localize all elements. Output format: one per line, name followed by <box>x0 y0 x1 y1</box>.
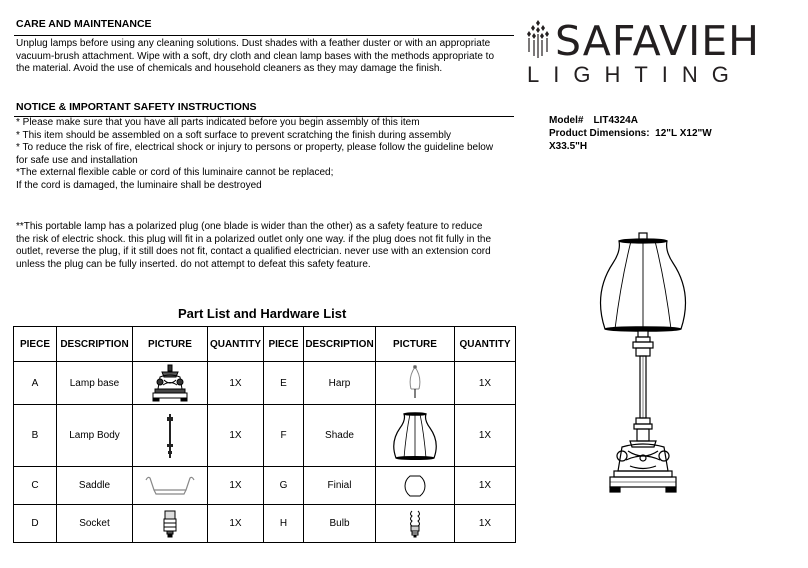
logo-wordmark: SAFAVIEH <box>555 17 760 65</box>
plug-line: outlet, reverse the plug, if it still does not fit, contact a qualified electrician. never use with an extension cord <box>16 246 491 257</box>
lamp-base-icon <box>150 364 190 402</box>
piece-cell: H <box>264 505 304 543</box>
chandelier-mark-icon <box>525 20 551 60</box>
picture-cell <box>376 405 455 467</box>
description-cell: Lamp base <box>57 362 133 405</box>
picture-cell <box>133 505 208 543</box>
part-list-table <box>13 326 516 543</box>
model-value: LIT4324A <box>593 115 638 126</box>
description-cell: Socket <box>57 505 133 543</box>
finial-icon <box>403 473 427 499</box>
quantity-cell: 1X <box>208 505 264 543</box>
socket-icon <box>161 509 179 539</box>
quantity-cell: 1X <box>455 467 516 505</box>
bulb-icon <box>407 509 423 539</box>
care-title: CARE AND MAINTENANCE <box>16 18 152 30</box>
table-lamp-icon <box>588 232 698 504</box>
piece-cell: D <box>14 505 57 543</box>
description-cell: Harp <box>304 362 376 405</box>
table-header-row <box>14 327 516 362</box>
quantity-cell: 1X <box>455 505 516 543</box>
safavieh-logo <box>525 17 760 88</box>
part-list-title: Part List and Hardware List <box>178 306 347 321</box>
table-row <box>14 362 516 405</box>
piece-cell: A <box>14 362 57 405</box>
plug-warning-text <box>16 221 516 271</box>
piece-cell: G <box>264 467 304 505</box>
table-row <box>14 405 516 467</box>
notice-line: * This item should be assembled on a soft surface to prevent scratching the finish during assembly <box>16 129 452 141</box>
description-cell: Lamp Body <box>57 405 133 467</box>
column-header: QUANTITY <box>455 327 516 362</box>
quantity-cell: 1X <box>455 362 516 405</box>
notice-line: If the cord is damaged, the luminaire shall be destroyed <box>16 179 262 191</box>
picture-cell <box>376 467 455 505</box>
piece-cell: B <box>14 405 57 467</box>
notice-line: for safe use and installation <box>16 154 138 166</box>
description-cell: Shade <box>304 405 376 467</box>
description-cell: Saddle <box>57 467 133 505</box>
picture-cell <box>376 505 455 543</box>
column-header: PICTURE <box>376 327 455 362</box>
care-line: vacuum-brush attachment. Wipe with a soft, dry cloth and clean lamp bases with the methods appropriate to <box>16 50 495 62</box>
description-cell: Bulb <box>304 505 376 543</box>
care-line: Unplug lamps before using any cleaning solutions. Dust shades with a feather duster or with an appropriate <box>16 38 491 49</box>
column-header: PIECE <box>264 327 304 362</box>
quantity-cell: 1X <box>455 405 516 467</box>
logo-subtitle: LIGHTING <box>527 62 743 87</box>
dimensions-label: Product Dimensions: <box>549 128 650 139</box>
shade-icon <box>390 411 440 461</box>
picture-cell <box>133 362 208 405</box>
table-row <box>14 467 516 505</box>
care-line: the material. Avoid the use of chemicals and household cleaners as they may damage the finish. <box>16 63 443 74</box>
notice-line: *The external flexible cable or cord of this luminaire cannot be replaced; <box>16 167 334 178</box>
column-header: QUANTITY <box>208 327 264 362</box>
dimensions-continued: X33.5"H <box>549 141 588 152</box>
harp-icon <box>405 364 425 402</box>
care-divider <box>14 35 514 36</box>
product-info <box>549 114 712 153</box>
quantity-cell: 1X <box>208 405 264 467</box>
model-label: Model# <box>549 115 584 126</box>
quantity-cell: 1X <box>208 467 264 505</box>
column-header: PIECE <box>14 327 57 362</box>
notice-line: * Please make sure that you have all parts indicated before you begin assembly of this item <box>16 117 420 128</box>
table-row <box>14 505 516 543</box>
notice-title: NOTICE & IMPORTANT SAFETY INSTRUCTIONS <box>16 101 257 113</box>
picture-cell <box>376 362 455 405</box>
column-header: DESCRIPTION <box>304 327 376 362</box>
saddle-icon <box>143 474 197 498</box>
dimensions-value: 12"L X12"W <box>655 128 712 139</box>
plug-line: **This portable lamp has a polarized plug (one blade is wider than the other) as a safety feature to reduce <box>16 221 483 232</box>
notice-text <box>16 117 516 192</box>
notice-line: * To reduce the risk of fire, electrical shock or injury to persons or property, please follow the guideline below <box>16 142 494 153</box>
piece-cell: F <box>264 405 304 467</box>
picture-cell <box>133 405 208 467</box>
plug-line: the risk of electric shock. this plug will fit in a polarized outlet only one way. if the plug does not fit fully in the <box>16 233 492 245</box>
picture-cell <box>133 467 208 505</box>
quantity-cell: 1X <box>208 362 264 405</box>
piece-cell: C <box>14 467 57 505</box>
column-header: PICTURE <box>133 327 208 362</box>
description-cell: Finial <box>304 467 376 505</box>
lamp-body-icon <box>164 414 176 458</box>
care-text <box>16 38 516 76</box>
column-header: DESCRIPTION <box>57 327 133 362</box>
piece-cell: E <box>264 362 304 405</box>
plug-line: unless the plug can be fully inserted. do not attempt to defeat this safety feature. <box>16 258 371 270</box>
